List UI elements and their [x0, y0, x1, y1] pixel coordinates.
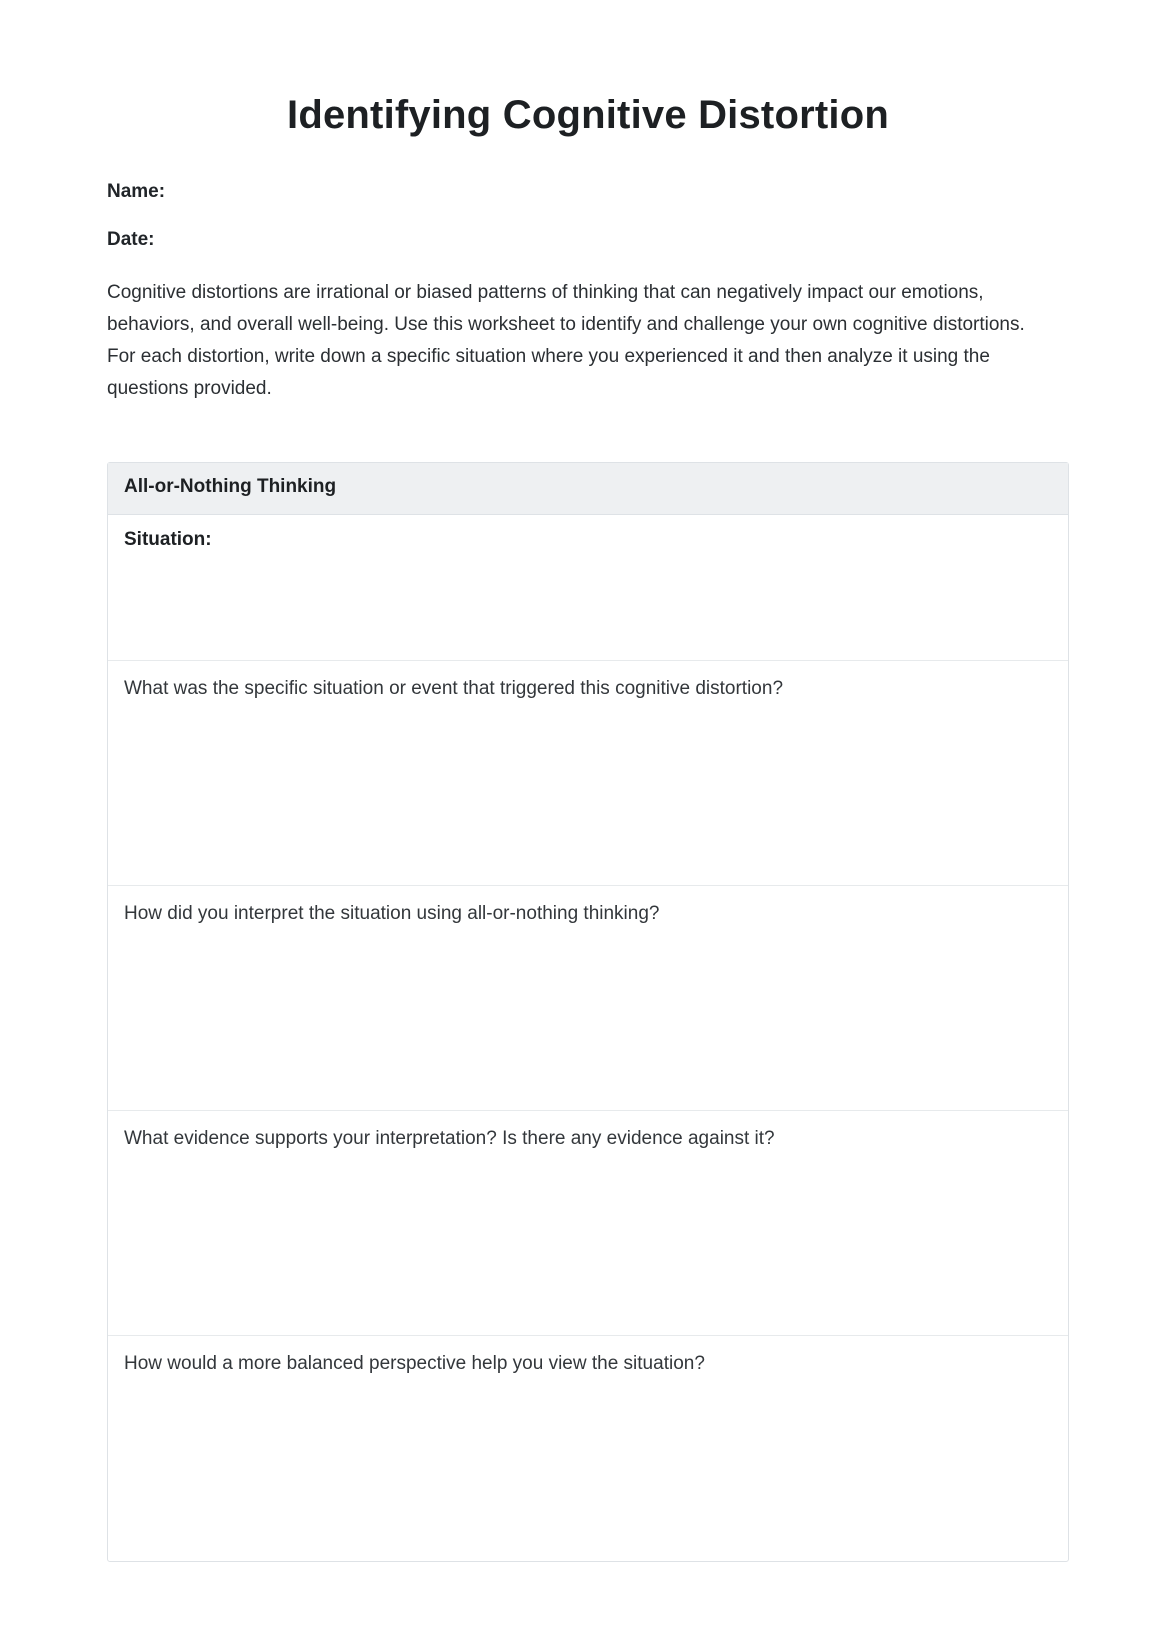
- question-text: How would a more balanced perspective help you view the situation?: [124, 1353, 705, 1374]
- question-text: What was the specific situation or event that triggered this cognitive distortion?: [124, 678, 784, 699]
- situation-row: [108, 515, 1068, 661]
- name-line: [107, 181, 1069, 203]
- question-row: [108, 886, 1068, 1111]
- page-content: [0, 92, 1176, 1562]
- question-row: [108, 661, 1068, 886]
- date-line: [107, 229, 1069, 251]
- worksheet-table: [107, 462, 1069, 1562]
- name-label: Name:: [107, 181, 166, 202]
- question-text: What evidence supports your interpretation? Is there any evidence against it?: [124, 1128, 775, 1149]
- situation-label: Situation:: [124, 529, 212, 550]
- question-text: How did you interpret the situation using all-or-nothing thinking?: [124, 903, 660, 924]
- section-header: [108, 463, 1068, 515]
- section-title: All-or-Nothing Thinking: [124, 476, 337, 497]
- question-row: [108, 1336, 1068, 1561]
- date-label: Date:: [107, 229, 155, 250]
- question-row: [108, 1111, 1068, 1336]
- page-title: Identifying Cognitive Distortion: [287, 93, 889, 137]
- intro-paragraph: Cognitive distortions are irrational or biased patterns of thinking that can negatively impact our emotions, behaviors, and overall well-being. Use this worksheet to identify and challenge your own cognitive distortions. For each distortion, write down a specific situation where you experienced it and then analyze it using the questions provided.: [107, 282, 1025, 399]
